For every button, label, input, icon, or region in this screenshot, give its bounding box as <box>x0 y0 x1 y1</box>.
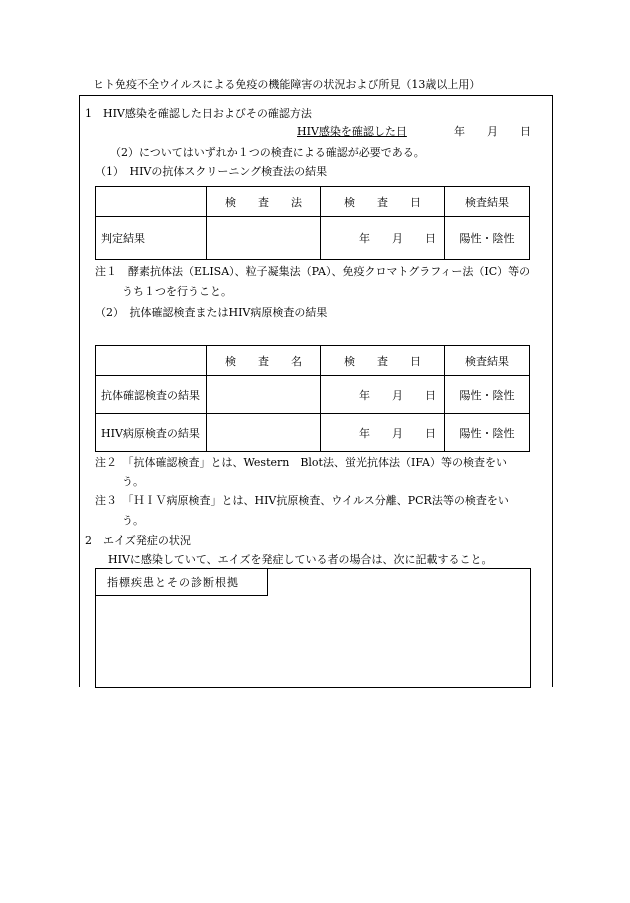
requirement-note: （2）についてはいずれか１つの検査による確認が必要である。 <box>110 146 425 159</box>
frame-right-border <box>552 95 553 687</box>
sub1-heading: （1） HIVの抗体スクリーニング検査法の結果 <box>95 165 328 178</box>
row-label: HIV病原検査の結果 <box>96 414 207 452</box>
date-field[interactable]: 年 月 日 <box>321 414 445 452</box>
result-field[interactable]: 陽性・陰性 <box>445 376 530 414</box>
frame-top-border <box>79 95 553 96</box>
note3-line1: 注３ 「ＨＩＶ病原検査」とは、HIV抗原検査、ウイルス分離、PCR法等の検査をい <box>95 494 509 507</box>
date-field[interactable]: 年 月 日 <box>321 376 445 414</box>
note2-line2: う。 <box>122 475 144 488</box>
result-field[interactable]: 陽性・陰性 <box>445 217 530 260</box>
header-cell-method: 検 査 法 <box>207 187 321 217</box>
screening-table <box>95 186 530 260</box>
sub2-heading: （2） 抗体確認検査またはHIV病原検査の結果 <box>95 306 328 319</box>
table-row <box>96 217 530 260</box>
header-cell-name: 検 査 名 <box>207 346 321 376</box>
section2-heading: 2 エイズ発症の状況 <box>85 534 191 547</box>
note2-line1: 注２ 「抗体確認検査」とは、Western Blot法、蛍光抗体法（IFA）等の検査をい <box>95 456 507 469</box>
header-cell-date: 検 査 日 <box>321 346 445 376</box>
note1-line2: うち１つを行うこと。 <box>122 285 232 298</box>
table-row <box>96 414 530 452</box>
note1-line1: 注１ 酵素抗体法（ELISA）、粒子凝集法（PA）、免疫クロマトグラフィー法（IC）等の <box>95 265 531 278</box>
confirm-date-label: HIV感染を確認した日 <box>297 125 407 138</box>
confirm-table <box>95 345 530 452</box>
confirm-date-field[interactable]: 年 月 日 <box>454 125 531 138</box>
method-field[interactable] <box>207 376 321 414</box>
diagnosis-box-title-text: 指標疾患とその診断根拠 <box>107 576 239 589</box>
form-title: ヒト免疫不全ウイルスによる免疫の機能障害の状況および所見（13歳以上用） <box>93 78 481 91</box>
method-field[interactable] <box>207 217 321 260</box>
header-cell-result: 検査結果 <box>445 187 530 217</box>
confirm-table-header <box>96 346 530 376</box>
header-cell-blank <box>96 187 207 217</box>
header-cell-result: 検査結果 <box>445 346 530 376</box>
row-label: 判定結果 <box>96 217 207 260</box>
table-row <box>96 376 530 414</box>
header-cell-date: 検 査 日 <box>321 187 445 217</box>
frame-left-border <box>79 95 80 687</box>
diagnosis-box-title <box>95 568 268 596</box>
method-field[interactable] <box>207 414 321 452</box>
note3-line2: う。 <box>122 514 144 527</box>
header-cell-blank <box>96 346 207 376</box>
row-label: 抗体確認検査の結果 <box>96 376 207 414</box>
section1-heading: 1 HIV感染を確認した日およびその確認方法 <box>85 107 312 120</box>
date-field[interactable]: 年 月 日 <box>321 217 445 260</box>
section2-instruction: HIVに感染していて、エイズを発症している者の場合は、次に記載すること。 <box>108 553 493 566</box>
screening-table-header <box>96 187 530 217</box>
result-field[interactable]: 陽性・陰性 <box>445 414 530 452</box>
